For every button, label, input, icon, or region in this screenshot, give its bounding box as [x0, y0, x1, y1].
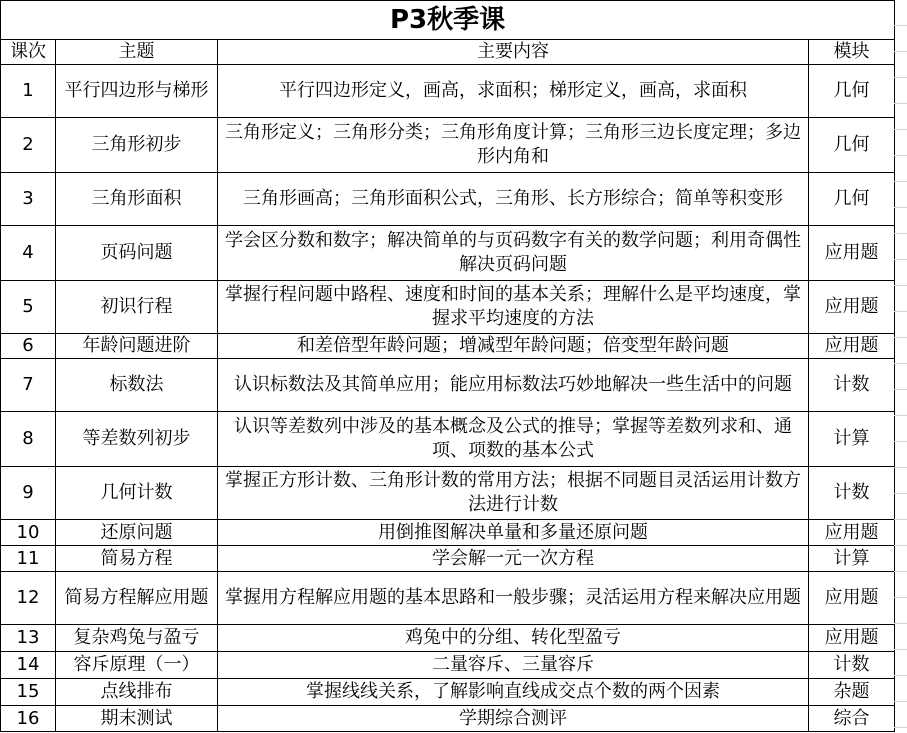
- table-row: [1, 226, 895, 281]
- topic-cell[interactable]: 期末测试: [56, 706, 218, 732]
- table-row: [1, 652, 895, 679]
- topic-cell[interactable]: 复杂鸡兔与盈亏: [56, 625, 218, 652]
- topic-cell[interactable]: 还原问题: [56, 520, 218, 546]
- module-cell[interactable]: 应用题: [809, 625, 895, 652]
- content-cell[interactable]: 和差倍型年龄问题；增减型年龄问题；倍变型年龄问题: [218, 334, 809, 359]
- content-cell[interactable]: 学会解一元一次方程: [218, 546, 809, 572]
- lesson-number-cell[interactable]: 15: [1, 679, 56, 706]
- module-cell[interactable]: 计算: [809, 412, 895, 467]
- table-row: [1, 412, 895, 467]
- sheet-title[interactable]: P3秋季课: [1, 1, 895, 40]
- lesson-number-cell[interactable]: 13: [1, 625, 56, 652]
- module-cell[interactable]: 应用题: [809, 572, 895, 625]
- module-cell[interactable]: 计算: [809, 546, 895, 572]
- topic-cell[interactable]: 平行四边形与梯形: [56, 65, 218, 118]
- table-row: [1, 173, 895, 226]
- header-module[interactable]: 模块: [809, 40, 895, 65]
- lesson-number-cell[interactable]: 4: [1, 226, 56, 281]
- module-cell[interactable]: 计数: [809, 359, 895, 412]
- lesson-number-cell[interactable]: 8: [1, 412, 56, 467]
- lesson-number-cell[interactable]: 7: [1, 359, 56, 412]
- lesson-number-cell[interactable]: 10: [1, 520, 56, 546]
- empty-column-gridlines: [894, 0, 907, 733]
- table-row: [1, 625, 895, 652]
- table-row: [1, 118, 895, 173]
- content-cell[interactable]: 三角形定义；三角形分类；三角形角度计算；三角形三边长度定理；多边形内角和: [218, 118, 809, 173]
- topic-cell[interactable]: 点线排布: [56, 679, 218, 706]
- topic-cell[interactable]: 页码问题: [56, 226, 218, 281]
- topic-cell[interactable]: 年龄问题进阶: [56, 334, 218, 359]
- header-content[interactable]: 主要内容: [218, 40, 809, 65]
- content-cell[interactable]: 掌握正方形计数、三角形计数的常用方法；根据不同题目灵活运用计数方法进行计数: [218, 467, 809, 520]
- topic-cell[interactable]: 简易方程解应用题: [56, 572, 218, 625]
- content-cell[interactable]: 三角形画高；三角形面积公式，三角形、长方形综合；简单等积变形: [218, 173, 809, 226]
- module-cell[interactable]: 几何: [809, 118, 895, 173]
- module-cell[interactable]: 杂题: [809, 679, 895, 706]
- lesson-number-cell[interactable]: 2: [1, 118, 56, 173]
- lesson-number-cell[interactable]: 5: [1, 281, 56, 334]
- table-row: [1, 467, 895, 520]
- content-cell[interactable]: 认识标数法及其简单应用；能应用标数法巧妙地解决一些生活中的问题: [218, 359, 809, 412]
- topic-cell[interactable]: 简易方程: [56, 546, 218, 572]
- header-lesson[interactable]: 课次: [1, 40, 56, 65]
- table-row: [1, 359, 895, 412]
- lesson-number-cell[interactable]: 11: [1, 546, 56, 572]
- lesson-number-cell[interactable]: 3: [1, 173, 56, 226]
- module-cell[interactable]: 应用题: [809, 226, 895, 281]
- content-cell[interactable]: 认识等差数列中涉及的基本概念及公式的推导；掌握等差数列求和、通项、项数的基本公式: [218, 412, 809, 467]
- topic-cell[interactable]: 三角形初步: [56, 118, 218, 173]
- table-row: [1, 706, 895, 732]
- module-cell[interactable]: 计数: [809, 467, 895, 520]
- content-cell[interactable]: 掌握线线关系，了解影响直线成交点个数的两个因素: [218, 679, 809, 706]
- module-cell[interactable]: 综合: [809, 706, 895, 732]
- topic-cell[interactable]: 三角形面积: [56, 173, 218, 226]
- lesson-number-cell[interactable]: 12: [1, 572, 56, 625]
- title-row: [1, 1, 895, 40]
- topic-cell[interactable]: 几何计数: [56, 467, 218, 520]
- topic-cell[interactable]: 标数法: [56, 359, 218, 412]
- table-row: [1, 679, 895, 706]
- table-row: [1, 65, 895, 118]
- header-topic[interactable]: 主题: [56, 40, 218, 65]
- content-cell[interactable]: 二量容斥、三量容斥: [218, 652, 809, 679]
- lesson-number-cell[interactable]: 6: [1, 334, 56, 359]
- module-cell[interactable]: 计数: [809, 652, 895, 679]
- module-cell[interactable]: 几何: [809, 65, 895, 118]
- content-cell[interactable]: 平行四边形定义，画高，求面积；梯形定义，画高，求面积: [218, 65, 809, 118]
- content-cell[interactable]: 学会区分数和数字；解决简单的与页码数字有关的数学问题；利用奇偶性解决页码问题: [218, 226, 809, 281]
- table-row: [1, 572, 895, 625]
- module-cell[interactable]: 应用题: [809, 520, 895, 546]
- module-cell[interactable]: 几何: [809, 173, 895, 226]
- content-cell[interactable]: 鸡兔中的分组、转化型盈亏: [218, 625, 809, 652]
- table-row: [1, 546, 895, 572]
- lesson-number-cell[interactable]: 1: [1, 65, 56, 118]
- lesson-number-cell[interactable]: 9: [1, 467, 56, 520]
- content-cell[interactable]: 学期综合测评: [218, 706, 809, 732]
- lesson-number-cell[interactable]: 16: [1, 706, 56, 732]
- table-row: [1, 520, 895, 546]
- content-cell[interactable]: 掌握用方程解应用题的基本思路和一般步骤；灵活运用方程来解决应用题: [218, 572, 809, 625]
- topic-cell[interactable]: 等差数列初步: [56, 412, 218, 467]
- content-cell[interactable]: 掌握行程问题中路程、速度和时间的基本关系；理解什么是平均速度，掌握求平均速度的方法: [218, 281, 809, 334]
- content-cell[interactable]: 用倒推图解决单量和多量还原问题: [218, 520, 809, 546]
- module-cell[interactable]: 应用题: [809, 281, 895, 334]
- header-row: [1, 40, 895, 65]
- table-row: [1, 334, 895, 359]
- topic-cell[interactable]: 容斥原理（一）: [56, 652, 218, 679]
- table-row: [1, 281, 895, 334]
- topic-cell[interactable]: 初识行程: [56, 281, 218, 334]
- lesson-number-cell[interactable]: 14: [1, 652, 56, 679]
- module-cell[interactable]: 应用题: [809, 334, 895, 359]
